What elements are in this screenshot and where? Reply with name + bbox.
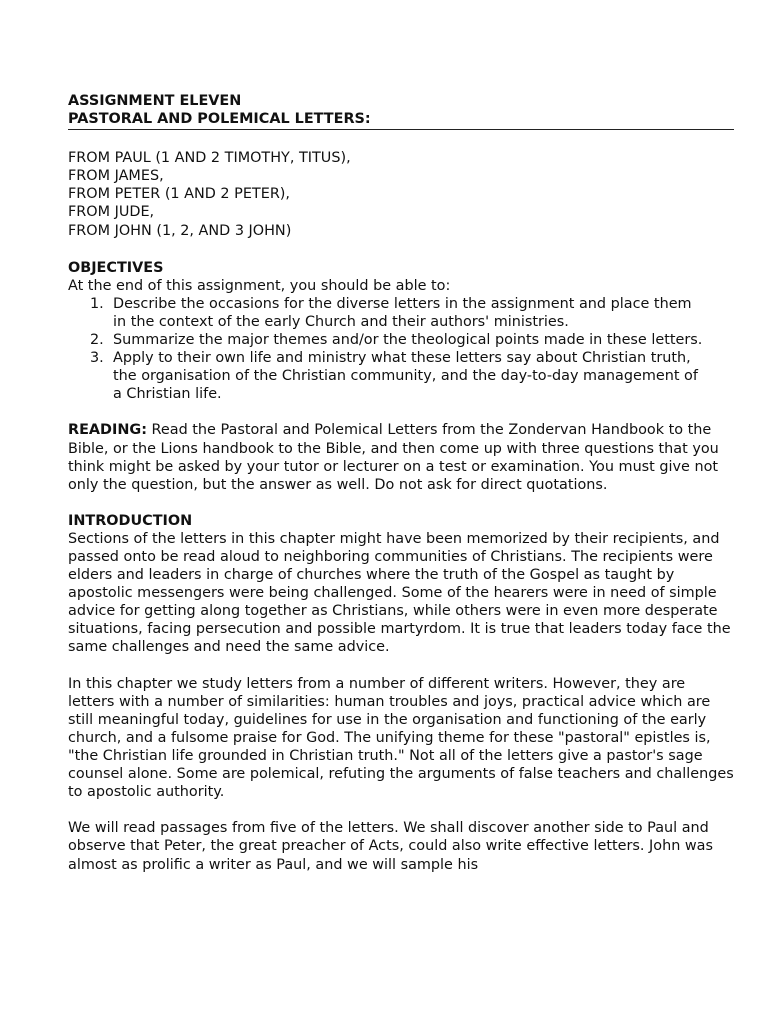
letters-list-item: FROM JUDE,	[68, 204, 155, 221]
objective-text: Summarize the major themes and/or the theological points made in these letters.	[113, 332, 703, 349]
objective-text: Apply to their own life and ministry what these letters say about Christian truth, the organisation of the Christian community, and the day-to-day management of a Christian life.	[113, 350, 698, 403]
objective-number: 3.	[90, 350, 104, 367]
letters-list-item: FROM PAUL (1 AND 2 TIMOTHY, TITUS),	[68, 150, 351, 167]
objective-number: 1.	[90, 295, 104, 312]
introduction-section	[68, 512, 734, 874]
objectives-list	[68, 295, 734, 404]
objective-number: 2.	[90, 332, 104, 349]
objective-item	[68, 331, 703, 349]
letters-list	[68, 149, 734, 239]
letters-list-item: FROM JAMES,	[68, 168, 164, 185]
header-divider	[68, 129, 734, 130]
objective-text: Describe the occasions for the diverse letters in the assignment and place them in the context of the early Church and their authors' ministries.	[113, 295, 692, 330]
reading-section	[68, 421, 734, 493]
introduction-paragraph: In this chapter we study letters from a number of different writers. However, they are letters with a number of similarities: human troubles and joys, practical advice which are still meaningful today, guidelines for use in the organisation and functioning of the early church, and a fulsome praise for God. The unifying theme for these "pastoral" epistles is, "the Christian life grounded in Christian truth." Not all of the letters give a pastor's sage counsel alone. Some are polemical, refuting the arguments of false teachers and challenges to apostolic authority.	[68, 675, 734, 801]
objective-item	[68, 349, 703, 403]
assignment-header	[68, 92, 734, 130]
introduction-paragraph: We will read passages from five of the letters. We shall discover another side to Paul and observe that Peter, the great preacher of Acts, could also write effective letters. John was almost as prolific a writer as Paul, and we will sample his	[68, 820, 713, 873]
objectives-intro: At the end of this assignment, you should be able to:	[68, 277, 451, 294]
reading-label: READING:	[68, 422, 147, 439]
reading-paragraph	[68, 421, 734, 493]
introduction-paragraph: Sections of the letters in this chapter might have been memorized by their recipients, and passed onto be read aloud to neighboring communities of Christians. The recipients were elders and leaders in charge of churches where the truth of the Gospel as taught by apostolic messengers were being challenged. Some of the hearers were in need of simple advice for getting along together as Christians, while others were in even more desperate situations, facing persecution and possible martyrdom. It is true that leaders today face the same challenges and need the same advice.	[68, 530, 731, 656]
assignment-subtitle: PASTORAL AND POLEMICAL LETTERS:	[68, 111, 371, 128]
reading-text: Read the Pastoral and Polemical Letters from the Zondervan Handbook to the Bible, or the Lions handbook to the Bible, and then come up with three questions that you think might be asked by your tutor or lecturer on a test or examination. You must give not only the question, but the answer as well. Do not ask for direct quotations.	[68, 422, 719, 493]
objectives-heading: OBJECTIVES	[68, 259, 164, 276]
objectives-section	[68, 259, 734, 404]
introduction-heading: INTRODUCTION	[68, 512, 193, 529]
letters-list-item: FROM PETER (1 AND 2 PETER),	[68, 186, 291, 203]
letters-list-item: FROM JOHN (1, 2, AND 3 JOHN)	[68, 222, 292, 239]
document-page	[68, 92, 734, 874]
objective-item	[68, 295, 703, 331]
assignment-title: ASSIGNMENT ELEVEN	[68, 93, 242, 109]
